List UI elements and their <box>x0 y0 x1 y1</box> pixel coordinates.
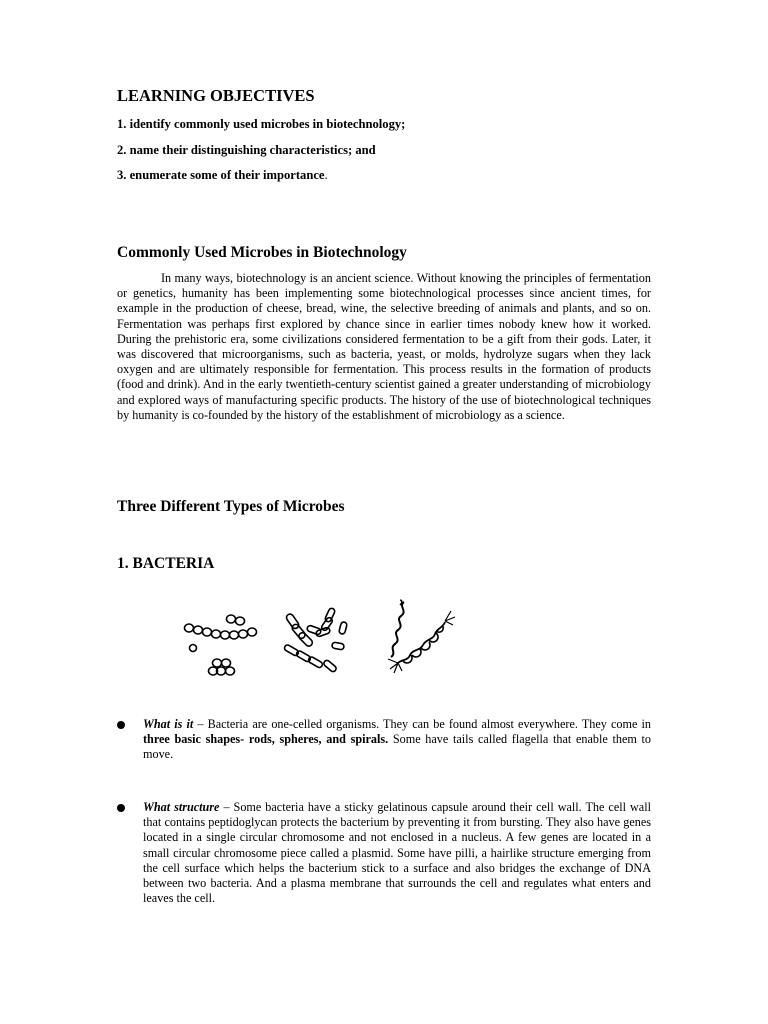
what-is-it-term: What is it <box>143 717 194 731</box>
what-is-it-text-end: Some have tails called flagella that enable them to move. <box>143 732 651 762</box>
what-structure-text: – Some bacteria have a sticky gelatinous capsule around their cell wall. The cell wall that contains peptidoglycan protects the bacterium by preventing it from bursting. They also have genes located in a single circular chromosome and not enclosed in a nucleus. A few genes are located in a small circular chromosome piece called a plasmid. Some have pilli, a hairlike structure emerging from the cell surface which helps the bacterium stick to a surface and also bridges the exchange of DNA between two bacteria. And a plasma membrane that surrounds the cell and regulates what enters and leaves the cell. <box>143 800 651 906</box>
biotechnology-history-paragraph: In many ways, biotechnology is an ancient science. Without knowing the principles of fermentation or genetics, humanity has been implementing some biotechnological processes since ancient times, for example in the production of cheese, bread, wine, the selective breeding of animals and plants, and so on. Fermentation was perhaps first explored by chance since in earlier times nobody knew how it worked. During the prehistoric era, some civilizations considered fermentation to be a gift from their gods. Later, it was discovered that microorganisms, such as bacteria, yeast, or molds, hydrolyze sugars when they lack oxygen and are ultimately responsible for fermentation. This process results in the formation of products (food and drink). And in the early twentieth-century scientist gained a greater understanding of microbiology and explored ways of manufacturing specific products. The history of the use of biotechnological techniques by humanity is co-founded by the history of the establishment of microbiology as a science. <box>117 271 651 422</box>
bacteria-shapes-illustration <box>160 585 460 695</box>
three-shapes-text: three basic shapes- rods, spheres, and spirals. <box>143 732 389 747</box>
objective-3 <box>117 168 328 183</box>
objective-3-text: 3. enumerate some of their importance <box>117 168 325 182</box>
cocci-drawing <box>185 615 257 675</box>
commonly-used-microbes-heading: Commonly Used Microbes in Biotechnology <box>117 244 407 261</box>
bullet-text <box>143 800 651 906</box>
objective-3-period: . <box>324 168 328 182</box>
bacteria-heading: 1. BACTERIA <box>117 555 215 572</box>
bullet-what-is-it <box>117 717 651 763</box>
bullet-what-structure <box>117 800 651 906</box>
what-structure-term: What structure <box>143 800 220 814</box>
objective-2: 2. name their distinguishing characteristics; and <box>117 143 376 157</box>
what-is-it-text: – Bacteria are one-celled organisms. They can be found almost everywhere. They come in <box>193 717 651 731</box>
bullet-dot <box>117 804 125 812</box>
learning-objectives-heading: LEARNING OBJECTIVES <box>117 86 315 105</box>
bullet-dot <box>117 721 125 729</box>
bacilli-drawing <box>283 607 347 672</box>
three-types-heading: Three Different Types of Microbes <box>117 498 345 515</box>
bullet-text <box>143 717 651 763</box>
spirilla-drawing <box>388 600 455 673</box>
objective-1: 1. identify commonly used microbes in biotechnology; <box>117 117 406 131</box>
